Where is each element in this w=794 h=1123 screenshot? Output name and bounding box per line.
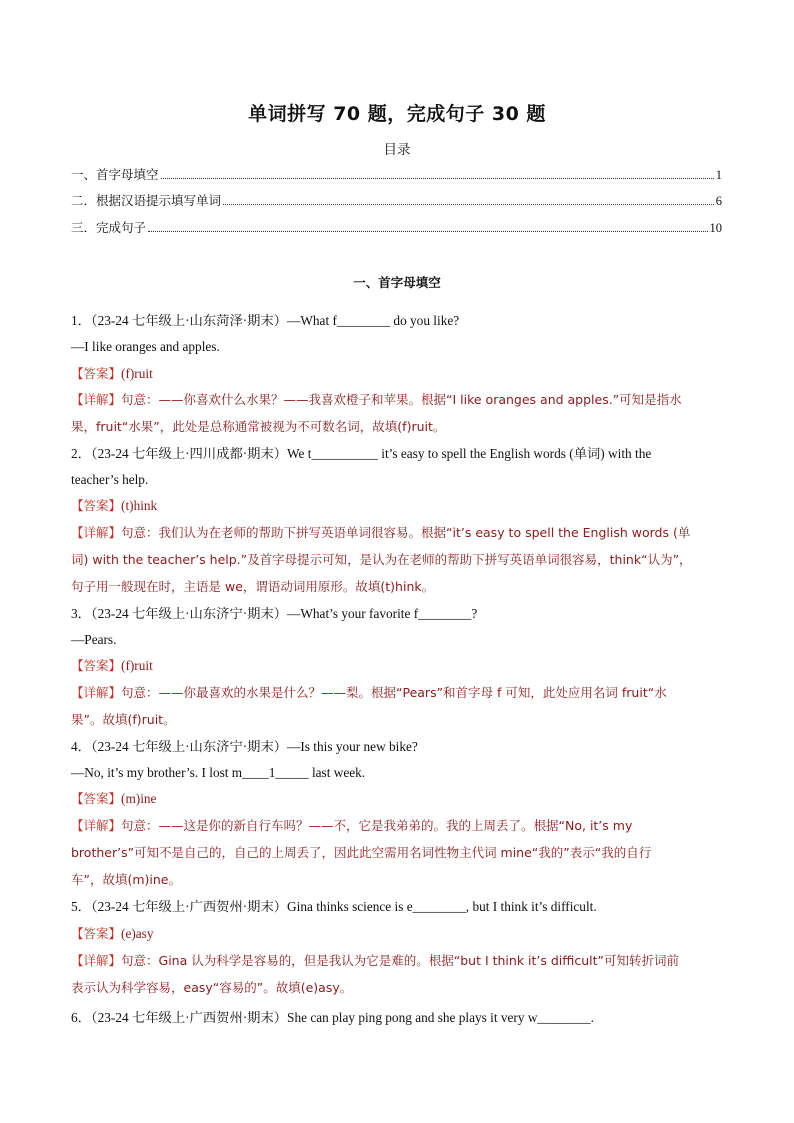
answer-tag: 【答案】 — [71, 498, 122, 513]
question-text: —No, it’s my brother’s. I lost m____1_____ last week. — [71, 765, 366, 780]
question-text: 2．（23-24 七年级上·四川成都·期末）We t__________ it’s easy to spell the English words (单词) with the — [71, 446, 652, 461]
question-text: teacher’s help. — [71, 472, 149, 487]
answer-value: (f)ruit — [121, 366, 153, 381]
detail-text: 句意：我们认为在老师的帮助下拼写英语单词很容易。根据“it’s easy to spell the English words (单 — [121, 525, 691, 540]
toc-item-page: 1 — [715, 168, 722, 182]
toc-item-label: 三．完成句子 — [71, 220, 147, 235]
answer-value: (e)asy — [121, 926, 154, 941]
detail-tag: 【详解】 — [71, 392, 122, 407]
toc-item-page: 6 — [715, 194, 722, 208]
detail-line — [71, 684, 731, 702]
answer-tag: 【答案】 — [71, 658, 122, 673]
toc-item-label: 一、首字母填空 — [71, 167, 159, 182]
toc-item[interactable] — [71, 191, 722, 209]
answer-value: (m)ine — [121, 791, 157, 806]
detail-line — [71, 524, 731, 542]
detail-text: 句意：Gina 认为科学是容易的，但是我认为它是难的。根据“but I think it’s difficult”可知转折词前 — [121, 953, 680, 968]
detail-text: 果”。故填(f)ruit。 — [71, 712, 176, 727]
toc-leader-dots — [161, 177, 714, 179]
detail-text: 词) with the teacher’s help.”及首字母提示可知，是认为在老师的帮助下拼写英语单词很容易，think“认为”， — [71, 552, 692, 567]
detail-text: 句意：——你最喜欢的水果是什么？——梨。根据“Pears”和首字母 f 可知，此处应用名词 fruit“水 — [121, 685, 667, 700]
detail-tag: 【详解】 — [71, 818, 122, 833]
section-heading: 一、首字母填空 — [353, 275, 441, 290]
question-text: 1．（23-24 七年级上·山东菏泽·期末）—What f________ do you like? — [71, 313, 460, 328]
answer-value: (t)hink — [121, 498, 158, 513]
answer-line — [71, 365, 731, 383]
detail-line — [71, 817, 731, 835]
toc-item-label: 二．根据汉语提示填写单词 — [71, 193, 222, 208]
question-text: —I like oranges and apples. — [71, 339, 220, 354]
answer-value: (f)ruit — [121, 658, 153, 673]
detail-text: 句意：——你喜欢什么水果？——我喜欢橙子和苹果。根据“I like oranges and apples.”可知是指水 — [121, 392, 682, 407]
detail-line — [71, 952, 731, 970]
toc-leader-dots — [223, 203, 714, 205]
detail-tag: 【详解】 — [71, 525, 122, 540]
detail-text: brother’s”可知不是自己的，自己的上周丢了，因此此空需用名词性物主代词 mine“我的”表示“我的自行 — [71, 845, 652, 860]
detail-text: 句意：——这是你的新自行车吗？——不，它是我弟弟的。我的上周丢了。根据“No, it’s my — [121, 818, 633, 833]
answer-line — [71, 925, 731, 943]
toc-leader-dots — [148, 230, 707, 232]
toc-item-page: 10 — [709, 221, 722, 235]
question-text: —Pears. — [71, 632, 117, 647]
toc-heading: 目录 — [383, 142, 411, 158]
detail-tag: 【详解】 — [71, 953, 122, 968]
detail-text: 句子用一般现在时，主语是 we，谓语动词用原形。故填(t)hink。 — [71, 579, 435, 594]
detail-text: 果，fruit“水果”，此处是总称通常被视为不可数名词，故填(f)ruit。 — [71, 419, 446, 434]
detail-text: 车”，故填(m)ine。 — [71, 872, 181, 887]
question-text: 5．（23-24 七年级上·广西贺州·期末）Gina thinks science is e________, but I think it’s difficult. — [71, 899, 597, 914]
question-text: 4．（23-24 七年级上·山东济宁·期末）—Is this your new bike? — [71, 739, 418, 754]
answer-tag: 【答案】 — [71, 926, 122, 941]
detail-tag: 【详解】 — [71, 685, 122, 700]
question-text: 6．（23-24 七年级上·广西贺州·期末）She can play ping pong and she plays it very w________. — [71, 1010, 594, 1025]
toc-item[interactable] — [71, 165, 722, 183]
answer-line — [71, 497, 731, 515]
question-text: 3．（23-24 七年级上·山东济宁·期末）—What’s your favorite f________? — [71, 606, 478, 621]
page-title: 单词拼写 70 题，完成句子 30 题 — [248, 103, 546, 125]
toc-item[interactable] — [71, 218, 722, 236]
detail-line — [71, 391, 731, 409]
detail-text: 表示认为科学容易，easy“容易的”。故填(e)asy。 — [71, 980, 353, 995]
answer-line — [71, 790, 731, 808]
answer-tag: 【答案】 — [71, 791, 122, 806]
answer-tag: 【答案】 — [71, 366, 122, 381]
answer-line — [71, 657, 731, 675]
